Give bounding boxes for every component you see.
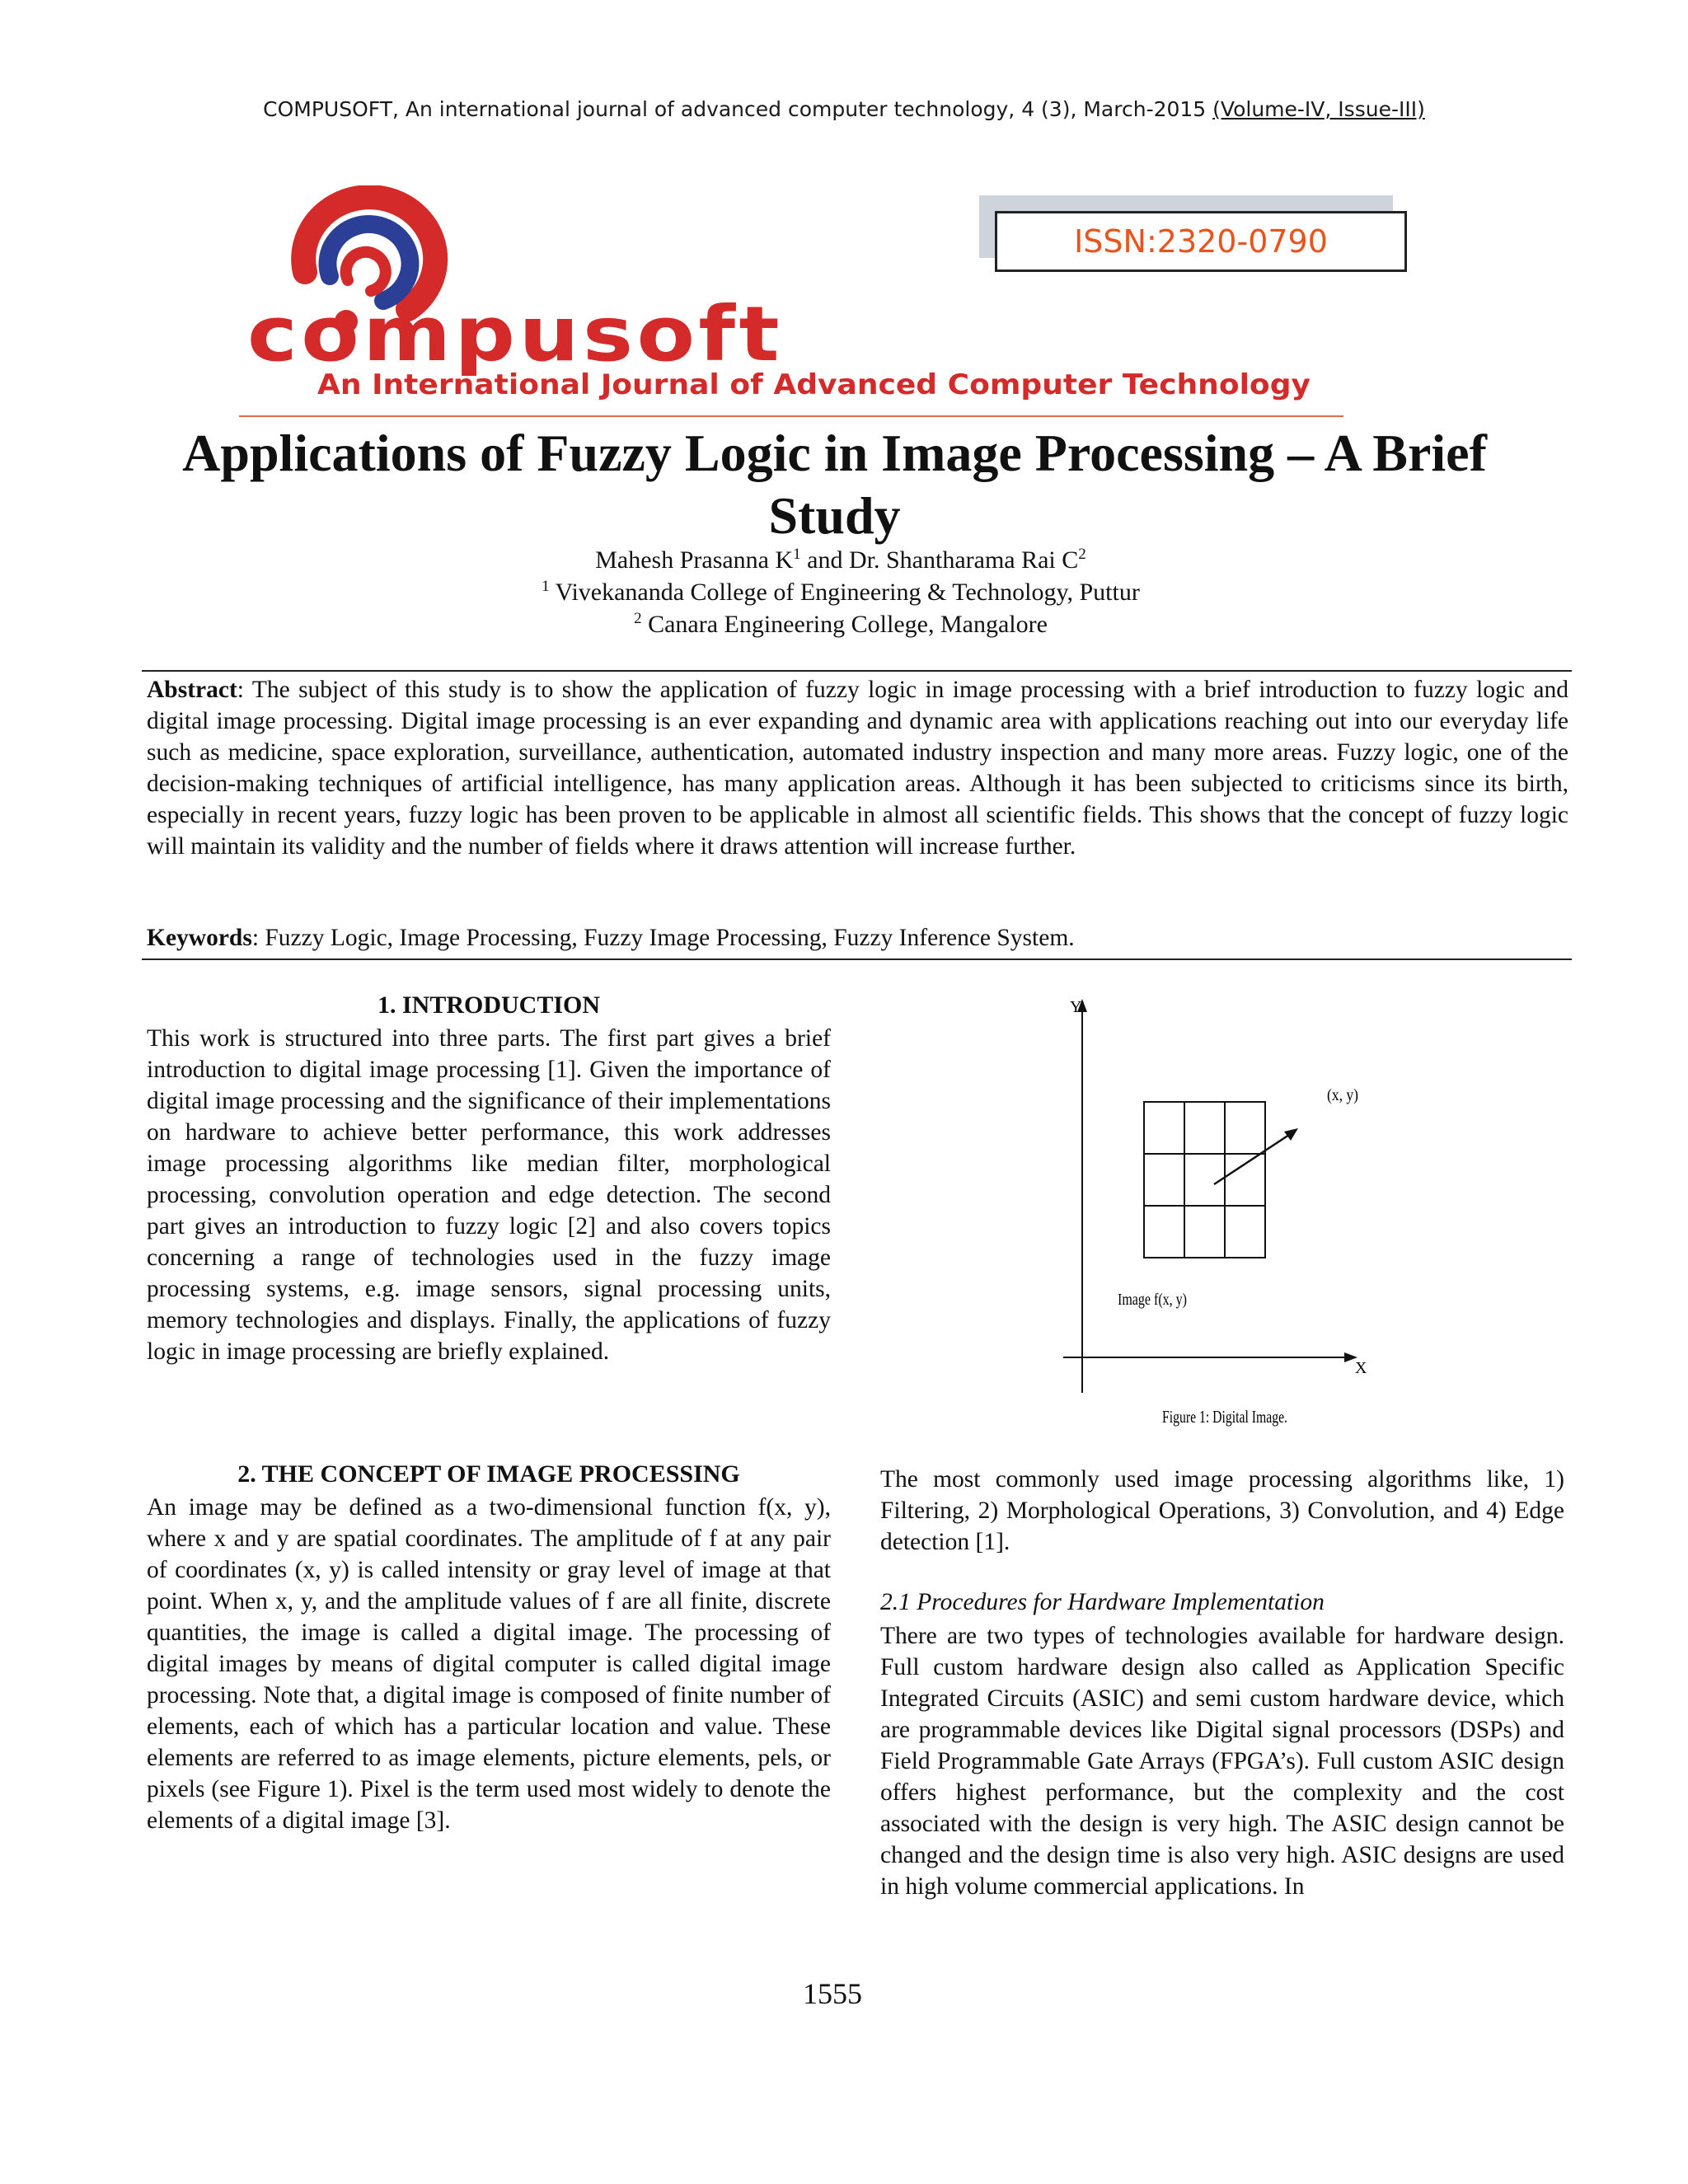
pixel-cell [1144, 1102, 1184, 1154]
affiliation-1-text: Vivekananda College of Engineering & Technology, Puttur [549, 579, 1140, 606]
logo-wordmark: compusoft [247, 290, 783, 378]
pixel-grid [1144, 1102, 1265, 1258]
pixel-pointer-arrow-icon [1284, 1128, 1298, 1141]
figure-caption: Figure 1: Digital Image. [1162, 1407, 1287, 1427]
keywords-label: Keywords [147, 925, 252, 951]
author-1: Mahesh Prasanna K [595, 546, 794, 574]
volume-issue-link[interactable]: (Volume-IV, Issue-III) [1212, 97, 1425, 121]
section-2-1-body: There are two types of technologies available for hardware design. Full custom hardware design also called as Application Specific Integrated Circuits (ASIC) and semi custom hardware device, which are programmable devices like Digital signal processors (DSPs) and Field Programmable Gate Arrays (FPGA’s). Full custom ASIC design offers highest performance, but the complexity and the cost associated with the design is very high. The ASIC design cannot be changed and the design time is also very high. ASIC designs are used in high volume commercial applications. In [880, 1623, 1564, 1900]
affiliation-1-sup: 1 [542, 578, 550, 595]
pixel-cell [1184, 1154, 1225, 1206]
affiliation-2-sup: 2 [634, 610, 642, 627]
keywords-text: : Fuzzy Logic, Image Processing, Fuzzy Image Processing, Fuzzy Inference System. [251, 925, 1075, 951]
author-1-sup: 1 [793, 546, 801, 563]
algorithms-paragraph: The most commonly used image processing algorithms like, 1) Filtering, 2) Morphological Operations, 3) Convolution, and 4) Edge detection [1]. [880, 1466, 1564, 1555]
logo-tagline: An International Journal of Advanced Computer Technology [317, 368, 1311, 401]
figure-1-digital-image [1047, 989, 1393, 1442]
y-axis-label: Y [1070, 998, 1082, 1016]
author-line [0, 546, 1681, 574]
pixel-cell [1184, 1206, 1225, 1258]
author-2: and Dr. Shantharama Rai C [800, 546, 1079, 574]
section-1-body: This work is structured into three parts. The first part gives a brief introduction to digital image processing [1]. Given the importance of digital image processing and the significance of their implementations on hardware to achieve better performance, this work addresses image processing algorithms like median filter, morphological processing, convolution operation and edge detection. The second part gives an introduction to fuzzy logic [2] and also covers topics concerning a range of technologies used in the fuzzy image processing systems, e.g. image sensors, signal processing units, memory technologies and displays. Finally, the applications of fuzzy logic in image processing are briefly explained. [147, 1025, 831, 1365]
pixel-cell [1225, 1154, 1265, 1206]
pixel-cell [1144, 1206, 1184, 1258]
page-number: 1555 [803, 1977, 862, 2010]
pixel-cell [1184, 1102, 1225, 1154]
keywords [147, 925, 1568, 952]
section-2-body: An image may be defined as a two-dimensional function f(x, y), where x and y are spatial coordinates. The amplitude of f at any pair of coordinates (x, y) is called intensity or gray level of image at that point. When x, y, and the amplitude values of f are all finite, discrete quantities, the image is called a digital image. The processing of digital images by means of digital computer is called digital image processing. Note that, a digital image is composed of finite number of elements, each of which has a particular location and value. These elements are referred to as image elements, picture elements, pels, or pixels (see Figure 1). Pixel is the term used most widely to denote the elements of a digital image [3]. [147, 1494, 831, 1834]
affiliation-2-text: Canara Engineering College, Mangalore [641, 611, 1048, 638]
pixel-cell [1225, 1102, 1265, 1154]
pixel-cell [1225, 1206, 1265, 1258]
x-axis-label: X [1355, 1359, 1367, 1377]
paper-title: Applications of Fuzzy Logic in Image Processing – A Brief Study [182, 424, 1487, 545]
author-2-sup: 2 [1078, 546, 1086, 563]
running-head [0, 97, 1688, 121]
running-head-text: COMPUSOFT, An international journal of advanced computer technology, 4 (3), March-2015 [263, 97, 1207, 121]
image-function-label: Image f(x, y) [1118, 1291, 1187, 1309]
section-2-heading: 2. THE CONCEPT OF IMAGE PROCESSING [237, 1460, 740, 1488]
section-1-heading: 1. INTRODUCTION [377, 991, 601, 1019]
affiliation-1 [0, 578, 1681, 607]
pixel-cell [1144, 1154, 1184, 1206]
abstract-text: : The subject of this study is to show the application of fuzzy logic in image processing with a brief introduction to fuzzy logic and digital image processing. Digital image processing is an ever expanding and dynamic area with applications reaching out into our everyday life such as medicine, space exploration, surveillance, authentication, automated industry inspection and many more areas. Fuzzy logic, one of the decision-making techniques of artificial intelligence, has many application areas. Although it has been subjected to criticisms since its birth, especially in recent years, fuzzy logic has been proven to be applicable in almost all scientific fields. This shows that the concept of fuzzy logic will maintain its validity and the number of fields where it draws attention will increase further. [147, 677, 1568, 860]
abstract [147, 674, 1568, 862]
keywords-bottom-rule [142, 958, 1572, 960]
pixel-coordinate-label: (x, y) [1327, 1086, 1358, 1104]
section-2-1-heading: 2.1 Procedures for Hardware Implementation [880, 1589, 1325, 1615]
affiliation-2 [0, 610, 1681, 639]
pixel-pointer-line [1214, 1133, 1292, 1184]
issn-box: ISSN:2320-0790 [995, 211, 1407, 272]
abstract-top-rule [142, 670, 1572, 672]
abstract-label: Abstract [147, 677, 237, 703]
